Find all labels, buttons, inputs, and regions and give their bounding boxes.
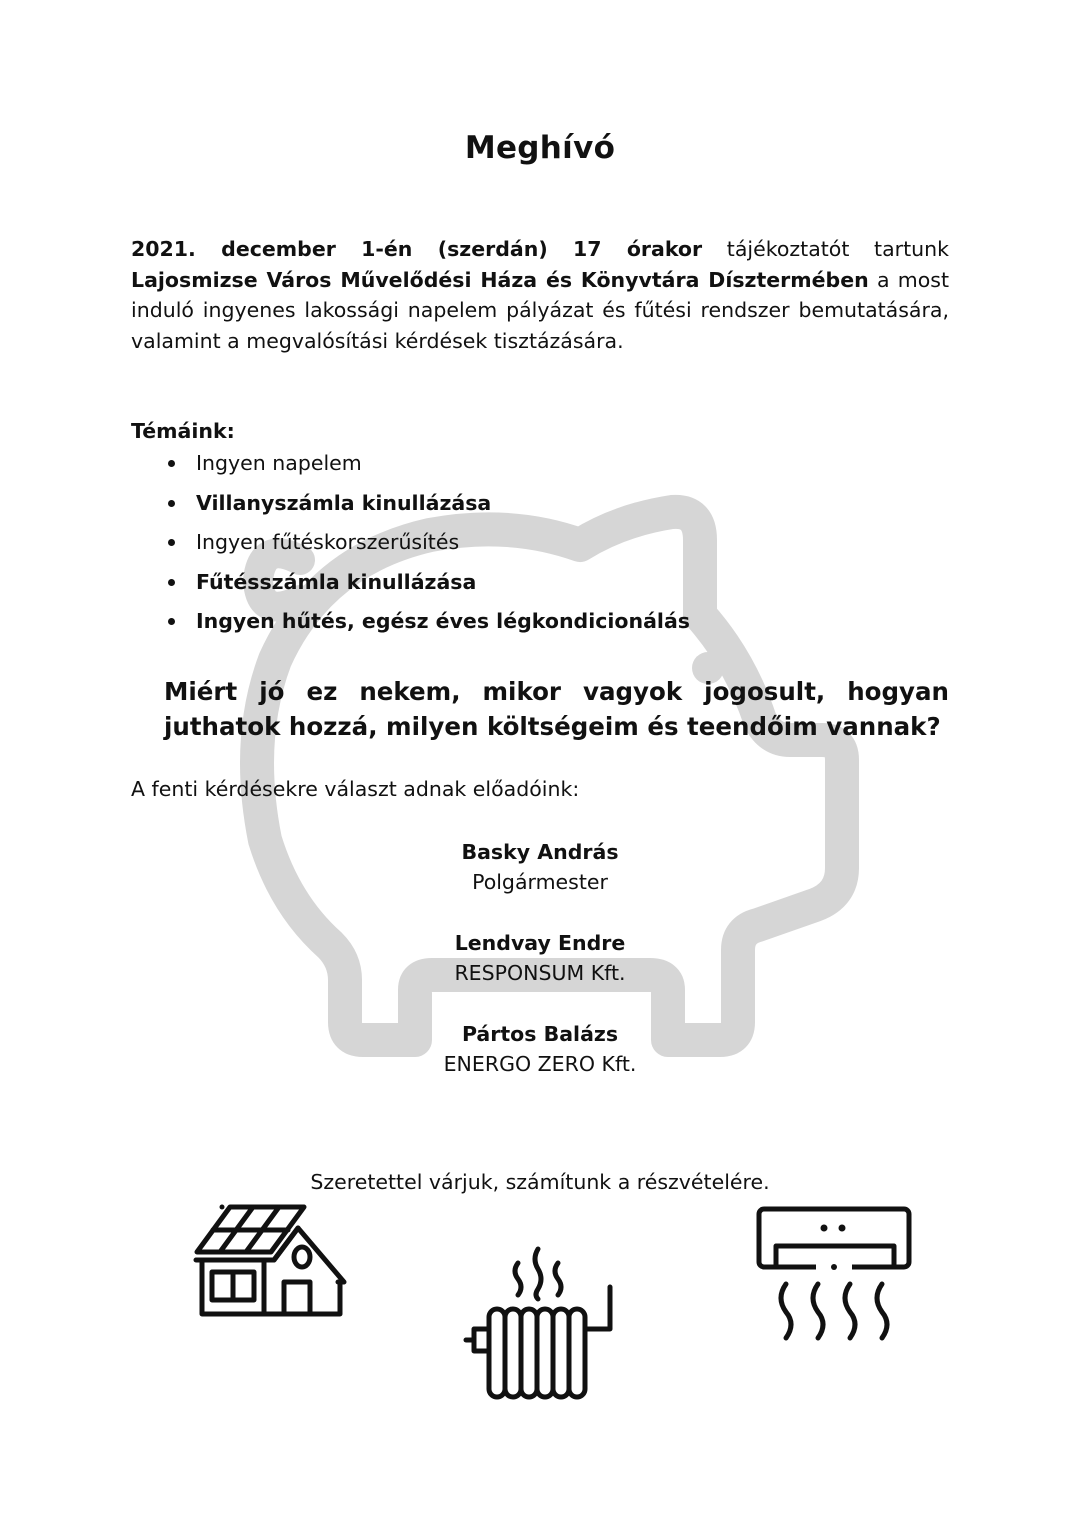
bullet-icon [168,460,175,467]
speaker-name: Pártos Balázs [461,1022,619,1046]
intro-text-1: tájékoztatót tartunk [702,237,949,261]
topics-heading: Témáink: [131,419,235,443]
intro-text-2: a most induló ingyenes lakossági napelem pályázat és fűtési rendszer bemutatására, valamint a megvalósítási kérdések tisztázására. [131,267,950,353]
speaker-entry [0,928,1080,1019]
topic-item: Ingyen napelem [131,448,690,488]
speakers-intro: A fenti kérdésekre választ adnak előadóink: [131,777,580,801]
speaker-entry [0,1019,1080,1110]
radiator-icon [462,1243,622,1403]
topic-item: Villanyszámla kinullázása [131,488,690,528]
speaker-role: ENERGO ZERO Kft. [443,1052,637,1076]
speaker-role: Polgármester [472,870,608,894]
air-conditioner-icon [756,1206,912,1342]
bullet-icon [168,539,175,546]
bullet-icon [168,500,175,507]
speakers-list [0,837,1080,1110]
speaker-entry [0,837,1080,928]
page-title: Meghívó [464,130,616,166]
solar-house-icon [192,1202,350,1318]
bullet-icon [168,579,175,586]
closing-line: Szeretettel várjuk, számítunk a részvételére. [310,1170,770,1194]
topic-item: Fűtésszámla kinullázása [131,567,690,607]
event-date-time: 2021. december 1-én (szerdán) 17 órakor [131,237,703,261]
event-venue: Lajosmizse Város Művelődési Háza és Könyvtára Dísztermében [131,267,869,292]
intro-paragraph [131,234,949,356]
speaker-role: RESPONSUM Kft. [454,961,626,985]
key-question: Miért jó ez nekem, mikor vagyok jogosult, hogyan juthatok hozzá, milyen költségeim és teendőim vannak? [164,677,949,741]
topic-item: Ingyen fűtéskorszerűsítés [131,527,690,567]
topic-item: Ingyen hűtés, egész éves légkondicionálás [131,606,690,646]
topics-list [131,448,690,646]
bullet-icon [168,618,175,625]
speaker-name: Basky András [461,840,619,864]
speaker-name: Lendvay Endre [454,931,626,955]
